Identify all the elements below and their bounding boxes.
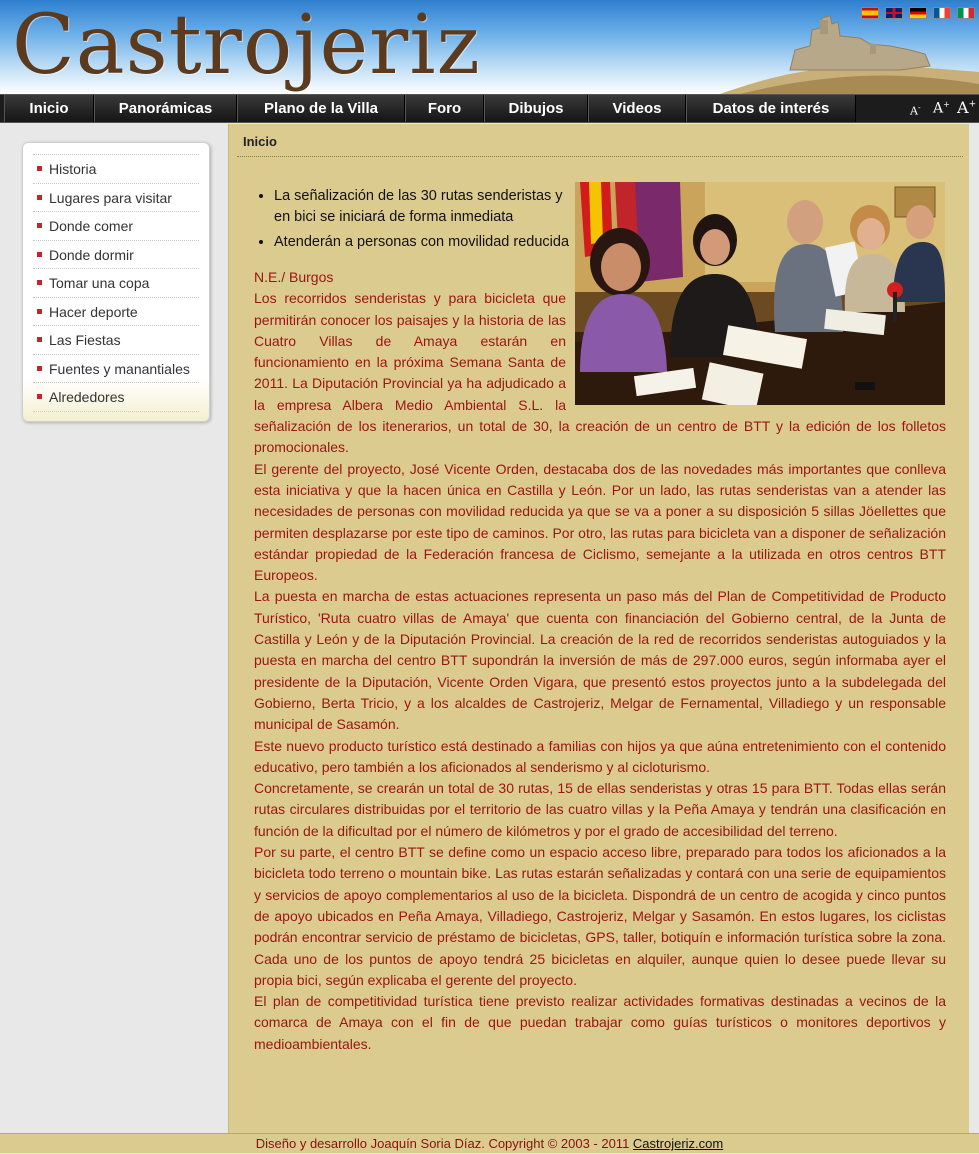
sidebar-item-label: Hacer deporte (49, 303, 138, 320)
main-navigation (0, 94, 979, 123)
sidebar-item-donde-comer[interactable] (33, 211, 199, 240)
sidebar-item-label: Tomar una copa (49, 275, 150, 291)
sidebar-menu (22, 142, 210, 422)
footer-copyright: Diseño y desarrollo Joaquín Soria Díaz. Copyright © 2003 - 2011 (255, 1136, 633, 1151)
article-paragraph: El plan de competitividad turística tiene previsto realizar actividades formativas destinadas a vecinos de la comarca de Amaya con el fin de que puedan trabajar como guías turísticos o monitores deportivos y medioambientales. (254, 993, 946, 1052)
main-content (228, 124, 969, 1133)
bullet-icon (37, 337, 42, 342)
nav-plano-de-la-villa[interactable]: Plano de la Villa (237, 95, 405, 122)
footer-link[interactable]: Castrojeriz.com (632, 1136, 724, 1151)
sidebar-item-historia[interactable] (33, 154, 199, 183)
nav-videos[interactable]: Videos (588, 95, 686, 122)
nav-inicio[interactable]: Inicio (4, 95, 94, 122)
site-logo[interactable]: Castrojeriz (12, 0, 481, 93)
sidebar-item-label: Donde comer (49, 218, 134, 234)
bullet-icon (37, 280, 42, 285)
castle-illustration (720, 10, 979, 94)
article-byline: N.E./ Burgos (254, 269, 334, 285)
nav-datos-de-interes[interactable]: Datos de interés (686, 95, 856, 122)
article-paragraph: El gerente del proyecto, José Vicente Orden, destacaba dos de las novedades más importantes que conlleva esta iniciativa y que la hacen única en Castilla y León. Por un lado, las rutas senderistas van a atender las necesidades de personas con movilidad reducida ya que se va a poner a su disposición 5 sillas Jöellettes que permiten desplazarse por este tipo de caminos. Por otro, las rutas para bicicleta van a disponer de señalización estándar propiedad de la Federación francesa de Ciclismo, semejante a la utilizada en otros centros BTT Europeos. (254, 460, 946, 584)
bullet-icon (37, 195, 42, 200)
highlight-item: • La señalización de las 30 rutas senderistas y en bici se iniciará de forma inmediata (274, 186, 579, 228)
article-paragraph: Concretamente, se crearán un total de 30 rutas, 15 de ellas senderistas y otras 15 para BTT. Todas ellas serán rutas circulares distribuidas por el territorio de las cuatro villas y la Peña Amaya y tendrán una clasificación en función de la dificultad por el número de kilómetros y por el grado de accesibilidad del terreno. (254, 780, 946, 839)
sidebar-item-lugares-para-visitar[interactable] (33, 183, 199, 212)
article-body (254, 267, 946, 1055)
german-flag-icon[interactable] (909, 7, 927, 19)
bullet-icon (37, 366, 42, 371)
sidebar-item-label: Lugares para visitar (49, 189, 172, 206)
sidebar-item-fuentes-y-manantiales[interactable] (33, 354, 199, 383)
article-paragraph: Este nuevo producto turístico está destinado a familias con hijos ya que aúna entretenimiento con el contenido educativo, pero también a los aficionados al senderismo y al cicloturismo. (254, 737, 946, 775)
article-paragraph: Por su parte, el centro BTT se define como un espacio acceso libre, preparado para todos los aficionados a la bicicleta todo terreno o mountain bike. Las rutas estarán señalizadas y contará con una serie de equipamientos y servicios de apoyo complementarios al uso de la bicicleta. Dispondrá de un centro de acogida y cinco puntos de apoyo ubicados en Peña Amaya, Villadiego, Castrojeriz, Melgar y Sasamón. En estos lugares, los ciclistas podrán encontrar servicio de préstamo de bicicletas, GPS, taller, botiquín e información turística sobre la zona. Cada uno de los puntos de apoyo tendrá 25 bicicletas en alquiler, aunque quien lo desee puede llevar su propia bici, según explicaba el gerente del proyecto. (254, 844, 946, 988)
english-flag-icon[interactable] (885, 7, 903, 19)
language-flags (861, 7, 975, 19)
divider (237, 156, 963, 157)
sidebar-item-label: Las Fiestas (49, 332, 121, 348)
spanish-flag-icon[interactable] (861, 7, 879, 19)
sidebar-item-label: Fuentes y manantiales (49, 360, 190, 377)
font-decrease-button[interactable]: A- (910, 103, 921, 118)
french-flag-icon[interactable] (933, 7, 951, 19)
article-paragraph: La puesta en marcha de estas actuaciones representa un paso más del Plan de Competitividad de Producto Turístico, 'Ruta cuatro villas de Amaya' que cuenta con financiación del Gobierno central, de la Junta de Castilla y León y de la Diputación Provincial. La creación de la red de recorridos senderistas autoguiados y la puesta en marcha del centro BTT supondrán la inversión de más de 297.000 euros, según informaba ayer el presidente de la Diputación, Vicente Orden Vigara, que presentó estos proyectos junto a la subdelegada del Gobierno, Berta Tricio, y a los alcaldes de Castrojeriz, Melgar de Fernamental, Villadiego y un responsable municipal de Sasamón. (254, 588, 946, 733)
nav-panoramicas[interactable]: Panorámicas (94, 95, 237, 122)
sidebar-item-label: Historia (49, 161, 97, 177)
bullet-icon (37, 309, 42, 314)
bullet-icon (37, 223, 42, 228)
article-paragraph: Los recorridos senderistas y para bicicleta que permitirán conocer los paisajes y la historia de las Cuatro Villas de Amaya estarán en funcionamiento en la próxima Semana Santa de 2011. La Diputación Provincial ya ha adjudicado a la empresa Albera Medio Ambiental S.L. la señalización de los itenerarios, un total de 30, la creación de un centro de BTT y la edición de los folletos promocionales. (254, 290, 946, 456)
font-increase-button[interactable]: A+ (957, 98, 977, 117)
sidebar-item-donde-dormir[interactable] (33, 240, 199, 269)
bullet-icon (37, 394, 42, 399)
sidebar-item-label: Alrededores (49, 389, 125, 405)
site-header (0, 0, 979, 94)
site-footer (0, 1133, 979, 1153)
bullet-icon (37, 252, 42, 257)
font-reset-button[interactable]: A+ (933, 100, 950, 117)
nav-foro[interactable]: Foro (405, 95, 484, 122)
italian-flag-icon[interactable] (957, 7, 975, 19)
highlight-item: • Atenderán a personas con movilidad reducida (274, 232, 579, 253)
sidebar-item-tomar-una-copa[interactable] (33, 268, 199, 297)
sidebar-item-las-fiestas[interactable] (33, 325, 199, 354)
breadcrumb: Inicio (243, 134, 277, 149)
sidebar-item-label: Donde dormir (49, 246, 134, 263)
bullet-icon (37, 166, 42, 171)
sidebar-item-alrededores[interactable] (33, 382, 199, 412)
highlights-list (259, 186, 579, 257)
sidebar-item-hacer-deporte[interactable] (33, 297, 199, 326)
nav-dibujos[interactable]: Dibujos (484, 95, 588, 122)
